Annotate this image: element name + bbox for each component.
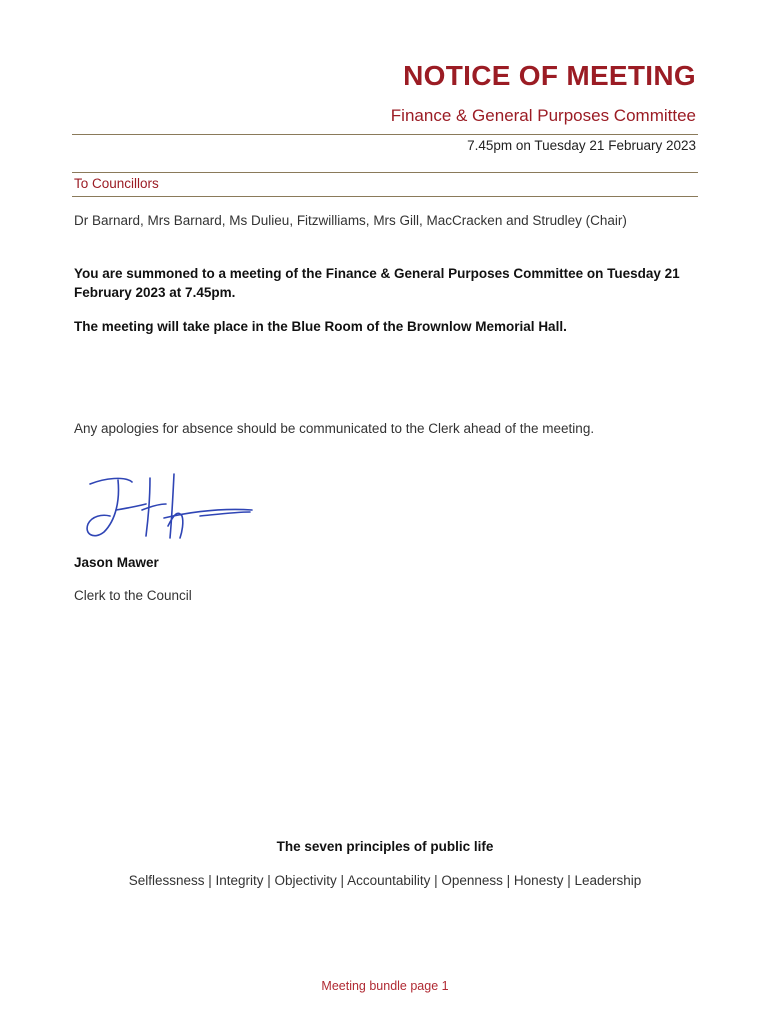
summons-statement: You are summoned to a meeting of the Finance & General Purposes Committee on Tuesday 21 February 2023 at 7.45pm. (74, 266, 680, 300)
councillors-list: Dr Barnard, Mrs Barnard, Ms Dulieu, Fitzwilliams, Mrs Gill, MacCracken and Strudley (Chair) (74, 213, 627, 228)
recipients-bottom-divider (72, 196, 698, 197)
venue-statement: The meeting will take place in the Blue Room of the Brownlow Memorial Hall. (74, 319, 567, 334)
signatory-name: Jason Mawer (74, 555, 159, 570)
principles-list: Selflessness | Integrity | Objectivity | Accountability | Openness | Honesty | Leadership (128, 873, 642, 888)
apologies-note: Any apologies for absence should be communicated to the Clerk ahead of the meeting. (74, 421, 595, 436)
page-footer: Meeting bundle page 1 (321, 979, 449, 993)
recipients-top-divider (72, 172, 698, 173)
meeting-datetime: 7.45pm on Tuesday 21 February 2023 (467, 138, 696, 153)
handwritten-signature (80, 470, 260, 545)
signatory-role: Clerk to the Council (74, 588, 192, 603)
header-divider (72, 134, 698, 135)
notice-title: NOTICE OF MEETING (403, 60, 696, 91)
committee-name: Finance & General Purposes Committee (390, 106, 696, 125)
principles-heading: The seven principles of public life (276, 839, 494, 854)
recipients-label: To Councillors (74, 176, 159, 191)
